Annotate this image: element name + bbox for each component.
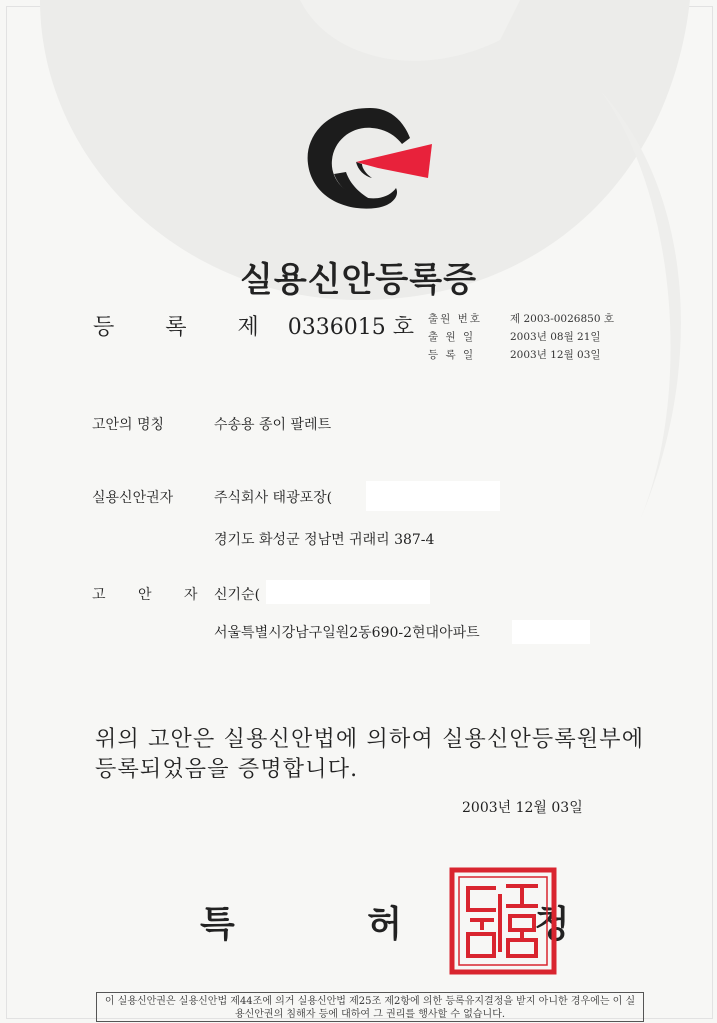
meta-value: 제 2003-0026850 호 bbox=[510, 313, 614, 325]
registration-number bbox=[93, 310, 414, 341]
certificate-title: 실용신안등록증 bbox=[240, 260, 477, 300]
issue-date: 2003년 12월 03일 bbox=[462, 800, 583, 816]
issuing-office: 특 허 청 bbox=[200, 904, 630, 945]
registration-number-value: 0336015 bbox=[287, 315, 386, 340]
holder-address: 경기도 화성군 정남면 귀래리 387-4 bbox=[214, 532, 435, 548]
redaction-box bbox=[366, 481, 500, 511]
meta-row-application-number bbox=[428, 310, 614, 328]
registration-suffix: 호 bbox=[392, 315, 414, 340]
registration-meta bbox=[428, 310, 614, 364]
invention-name-label: 고안의 명칭 bbox=[92, 417, 165, 433]
meta-label: 등 록 일 bbox=[428, 349, 476, 361]
inventor-name: 신기순( bbox=[214, 587, 261, 603]
official-seal-stamp-icon bbox=[448, 866, 558, 976]
meta-row-registration-date bbox=[428, 346, 614, 364]
meta-value: 2003년 12월 03일 bbox=[510, 349, 601, 361]
meta-value: 2003년 08월 21일 bbox=[510, 331, 601, 343]
registration-prefix: 등 록 제 bbox=[93, 315, 281, 340]
meta-label: 출원 번호 bbox=[428, 313, 482, 325]
meta-label: 출 원 일 bbox=[428, 331, 476, 343]
redaction-box bbox=[266, 580, 430, 604]
footer-legal-note: 이 실용신안권은 실용신안법 제44조에 의거 실용신안법 제25조 제2항에 의한 등록유지결정을 받지 아니한 경우에는 이 실용신안권의 침해자 등에 대하여 그 권리를 행사할 수 없습니다. bbox=[96, 992, 644, 1022]
holder-name: 주식회사 태광포장( bbox=[214, 490, 333, 506]
korea-government-emblem-icon bbox=[300, 104, 440, 216]
meta-row-application-date bbox=[428, 328, 614, 346]
invention-name: 수송용 종이 팔레트 bbox=[214, 417, 332, 433]
holder-label: 실용신안권자 bbox=[92, 490, 174, 506]
certification-statement: 위의 고안은 실용신안법에 의하여 실용신안등록원부에 등록되었음을 증명합니다. bbox=[95, 727, 645, 782]
inventor-label: 고 안 자 bbox=[92, 587, 212, 603]
inventor-address: 서울특별시강남구일원2동690-2현대아파트 bbox=[214, 625, 480, 641]
redaction-box bbox=[512, 620, 590, 644]
